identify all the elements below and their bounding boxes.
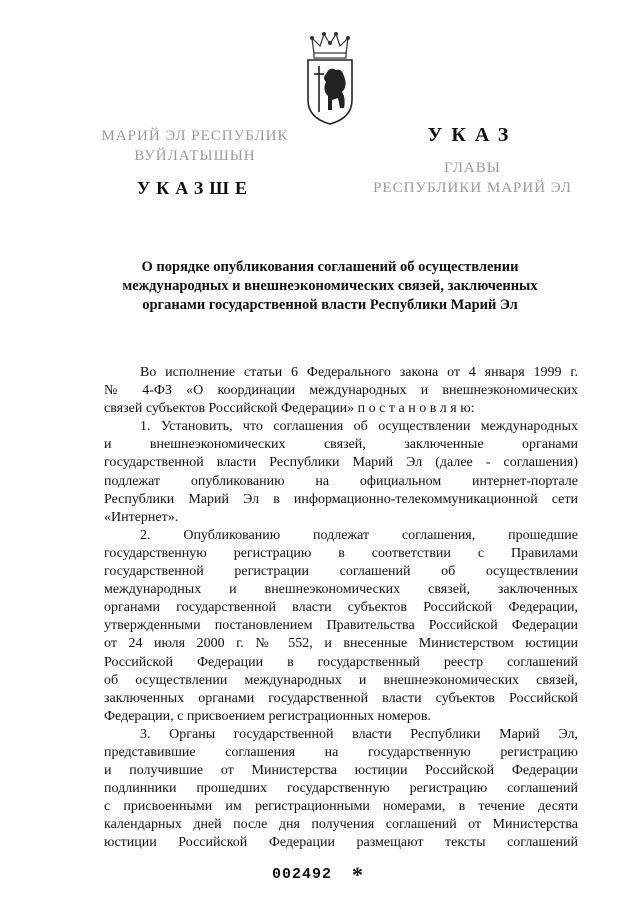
body-line: 2. Опубликованию подлежат соглашения, прошедшие [140,527,578,543]
body-line: Российской Федерации в государственный реестр соглашений [104,654,578,670]
body-line: об осуществлении международных и внешнеэкономических связей, [104,672,578,688]
title-line: органами государственной власти Республики Марий Эл [142,297,518,313]
asterisk-mark: * [352,862,363,887]
body-line: Во исполнение статьи 6 Федерального закона от 4 января 1999 г. [140,365,578,380]
body-line: от 24 июля 2000 г. № 552, и внесенные Министерством юстиции [104,636,578,652]
body-line: юстиции Российской Федерации размещают тексты соглашений [104,835,578,851]
title-line: О порядке опубликования соглашений об осуществлении [141,259,519,275]
body-line: № 4-ФЗ «О координации международных и внешнеэкономических [104,383,578,399]
body-line: и внешнеэкономических связей, заключенные органами [104,437,578,453]
title-line: международных и внешнеэкономических связей, заключенных [122,278,538,294]
body-line: подлинники прошедших государственную регистрацию соглашений [104,781,578,797]
header-right-line-2: РЕСПУБЛИКИ МАРИЙ ЭЛ [373,180,572,196]
body-line: представившие соглашения на государственную регистрацию [104,744,578,760]
body-line: Федерации, с присвоением регистрационных номеров. [104,708,431,724]
body-line: календарных дней после дня получения соглашений от Министерства [104,817,578,833]
body-line: с присвоенными им регистрационными номерами, в течение десяти [104,799,578,815]
body-line: 3. Органы государственной власти Республики Марий Эл, [140,726,578,742]
body-line: государственной регистрации соглашений об осуществлении [104,564,578,580]
body-line: 1. Установить, что соглашения об осуществлении международных [140,419,578,435]
body-line: органами государственной власти субъектов Российской Федерации, [104,600,578,616]
header-right-title: УКАЗ [427,124,518,146]
body-line: Республики Марий Эл в информационно-телекоммуникационной сети [104,491,578,507]
coat-of-arms-emblem [302,30,358,126]
document-number: 002492 [272,866,333,883]
body-line: подлежат опубликованию на официальном интернет-портале [104,473,578,489]
body-line: и получившие от Министерства юстиции Российской Федерации [104,763,578,779]
body-line: заключенных органами государственной власти субъектов Российской [104,690,578,706]
body-line: международных и внешнеэкономических связей, заключенных [104,582,578,598]
header-left-title: УКАЗШЕ [136,178,254,198]
body-line: государственной власти Республики Марий Эл (далее - соглашения) [104,455,578,471]
document-title [110,258,550,315]
header-left-line-2: ВУЙЛАТЫШЫН [134,148,256,164]
header-right-line-1: ГЛАВЫ [444,160,501,176]
body-line: государственную регистрацию в соответствии с Правилами [104,545,578,561]
body-line: утвержденными постановлением Правительства Российской Федерации [104,618,578,634]
header-left-line-1: МАРИЙ ЭЛ РЕСПУБЛИК [101,128,289,144]
document-body [104,364,578,853]
body-line: связей субъектов Российской Федерации» п о с т а н о в л я ю: [104,401,475,417]
body-line: «Интернет». [104,509,179,525]
